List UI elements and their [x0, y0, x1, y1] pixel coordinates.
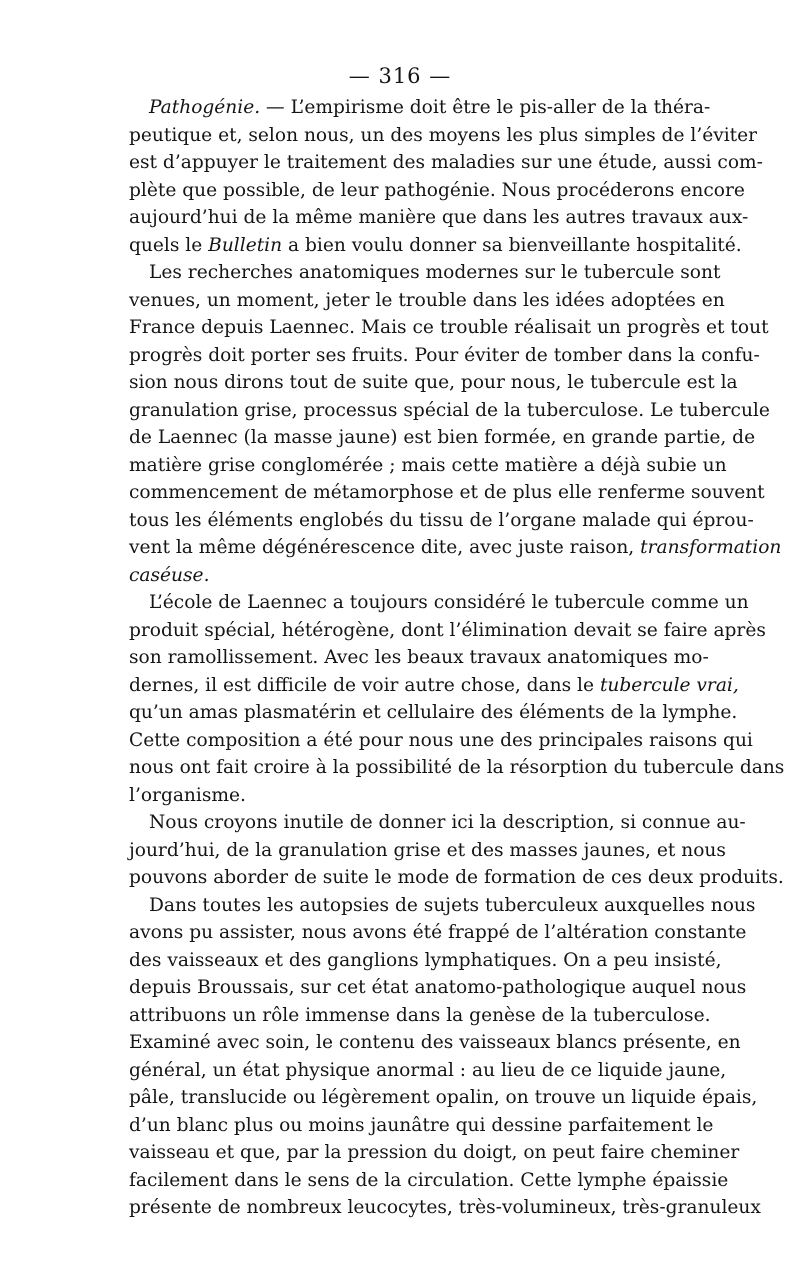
text-line: général, un état physique anormal : au lieu de ce liquide jaune,	[129, 1059, 727, 1081]
text-line: depuis Broussais, sur cet état anatomo-pathologique auquel nous	[129, 977, 747, 998]
text-line: des vaisseaux et des ganglions lymphatiques. On a peu insisté,	[129, 949, 722, 971]
text-line: produit spécial, hétérogène, dont l’élimination devait se faire après	[129, 619, 766, 641]
text-line: avons pu assister, nous avons été frappé de l’altération constante	[129, 922, 747, 943]
paragraph-recherches	[129, 259, 782, 589]
text-line: d’un blanc plus ou moins jaunâtre qui dessine parfaitement le	[129, 1114, 714, 1136]
text-line: de Laennec (la masse jaune) est bien formée, en grande partie, de	[129, 427, 756, 448]
text-line: Pathogénie. — L’empirisme doit être le pis-aller de la théra-	[149, 97, 711, 118]
text-line: pâle, translucide ou légèrement opalin, on trouve un liquide épais,	[129, 1087, 758, 1108]
text-line: vaisseau et que, par la pression du doigt, on peut faire cheminer	[129, 1142, 740, 1163]
text-line: jourd’hui, de la granulation grise et des masses jaunes, et nous	[129, 839, 726, 861]
text-line: pouvons aborder de suite le mode de formation de ces deux produits.	[129, 867, 784, 888]
text-line: quels le Bulletin a bien voulu donner sa bienveillante hospitalité.	[129, 234, 742, 256]
paragraph-ecole-laennec	[129, 589, 785, 809]
body-text	[129, 94, 785, 1222]
text-line: facilement dans le sens de la circulation. Cette lymphe épaissie	[129, 1169, 729, 1191]
text-line: matière grise conglomérée ; mais cette matière a déjà subie un	[129, 454, 727, 476]
text-line: sion nous dirons tout de suite que, pour nous, le tubercule est la	[129, 372, 738, 393]
text-line: présente de nombreux leucocytes, très-volumineux, très-granuleux	[129, 1197, 761, 1218]
text-line: son ramollissement. Avec les beaux travaux anatomiques mo-	[129, 647, 709, 668]
page-number: — 316 —	[348, 64, 452, 88]
italic-tubercule-vrai: tubercule vrai,	[599, 674, 739, 696]
text-line: commencement de métamorphose et de plus elle renferme souvent	[129, 482, 765, 503]
text-line: Cette composition a été pour nous une des principales raisons qui	[129, 729, 753, 751]
paragraph-pathogenie	[129, 94, 763, 259]
section-heading-pathogenie: Pathogénie. —	[149, 97, 285, 118]
text-line: l’organisme.	[129, 784, 246, 806]
italic-transformation: transformation	[640, 537, 782, 558]
text-line: L’école de Laennec a toujours considéré le tubercule comme un	[149, 592, 749, 613]
text-line: tous les éléments englobés du tissu de l’organe malade qui éprou-	[129, 509, 754, 531]
text-line: dernes, il est difficile de voir autre chose, dans le tubercule vrai,	[129, 674, 739, 696]
text-line: granulation grise, processus spécial de la tuberculose. Le tubercule	[129, 399, 770, 421]
italic-bulletin: Bulletin	[208, 234, 283, 256]
paragraph-autopsies	[129, 892, 761, 1222]
text-line: France depuis Laennec. Mais ce trouble réalisait un progrès et tout	[129, 317, 769, 338]
paragraph-nous-croyons	[129, 809, 784, 892]
text-line: peutique et, selon nous, un des moyens les plus simples de l’éviter	[129, 124, 758, 146]
text-line: progrès doit porter ses fruits. Pour éviter de tomber dans la confu-	[129, 344, 760, 366]
text-line: Examiné avec soin, le contenu des vaisseaux blancs présente, en	[129, 1032, 741, 1053]
text-line: plète que possible, de leur pathogénie. Nous procéderons encore	[129, 179, 745, 201]
text-line: qu’un amas plasmatérin et cellulaire des éléments de la lymphe.	[129, 702, 738, 723]
text-line: aujourd’hui de la même manière que dans les autres travaux aux-	[129, 207, 749, 228]
text-line: venues, un moment, jeter le trouble dans les idées adoptées en	[129, 289, 725, 311]
text-line: Les recherches anatomiques modernes sur le tubercule sont	[149, 262, 721, 283]
text-line: nous ont fait croire à la possibilité de la résorption du tubercule dans	[129, 757, 785, 778]
text-line: vent la même dégénérescence dite, avec juste raison, transformation	[129, 537, 782, 558]
text-line: Nous croyons inutile de donner ici la description, si connue au-	[149, 812, 746, 833]
text-line: est d’appuyer le traitement des maladies sur une étude, aussi com-	[129, 152, 763, 173]
text-line: attribuons un rôle immense dans la genèse de la tuberculose.	[129, 1004, 711, 1026]
text-line: Dans toutes les autopsies de sujets tuberculeux auxquelles nous	[149, 894, 756, 916]
text-line: caséuse.	[129, 564, 210, 586]
